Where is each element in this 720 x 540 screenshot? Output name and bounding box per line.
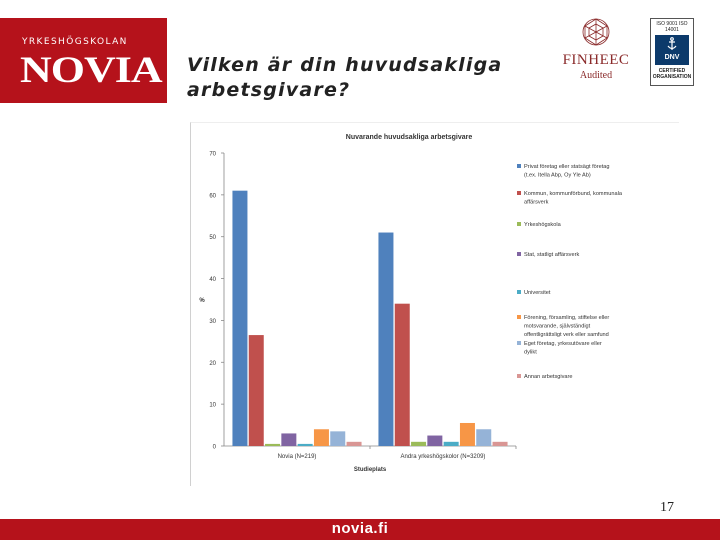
bar [249,335,264,446]
legend-label-line: affärsverk [524,199,549,206]
legend-label [524,374,573,380]
legend-label [524,290,551,296]
dnv-standards: ISO 9001 ISO 14001 [656,21,688,33]
legend-swatch [517,252,521,256]
bar [476,429,491,446]
bar [411,442,426,446]
legend-label-line: Annan arbetsgivare [524,374,573,380]
footer-bar [0,519,720,540]
bar [232,191,247,446]
legend-label-line: Stat, statligt affärsverk [524,252,580,258]
y-tick-label: 0 [212,444,216,451]
y-tick-label: 70 [209,151,216,158]
finheec-title: FINHEEC [562,52,630,68]
bar [298,444,313,446]
legend-label [524,164,610,179]
legend-label [524,222,562,228]
dnv-certification-logo [650,18,694,86]
y-tick-label: 50 [209,235,216,242]
y-axis-label: % [199,298,205,304]
legend-swatch [517,341,521,345]
legend-label-line: (t.ex. Itella Abp, Oy Yle Ab) [524,172,591,179]
dnv-badge-text: DNV [664,54,680,61]
chart-title: Nuvarande huvudsakliga arbetsgivare [345,134,473,141]
legend-label-line: dylikt [524,349,537,356]
bar [281,433,296,446]
legend-label-line: Kommun, kommunförbund, kommunala [524,191,622,197]
bar [460,423,475,446]
bar [314,429,329,446]
dnv-badge [655,35,689,65]
bar [265,444,280,446]
legend-label [524,252,579,258]
y-tick-label: 10 [209,402,216,409]
y-tick-label: 20 [209,360,216,367]
y-tick-label: 40 [209,277,216,284]
logo-wordmark: NOVIA [20,48,162,91]
finheec-subtitle: Audited [579,70,613,81]
legend-swatch [517,191,521,195]
bar [444,442,459,446]
footer-url[interactable]: novia.fi [331,520,389,537]
x-axis-label: Studieplats [353,467,387,473]
finheec-logo [556,16,636,96]
legend-swatch [517,374,521,378]
anchor-icon [667,37,677,51]
legend-swatch [517,290,521,294]
y-tick-label: 30 [209,318,216,325]
legend-swatch [517,222,521,226]
x-tick-label: Andra yrkeshögskolor (N=3209) [400,454,486,460]
legend-label [524,315,609,338]
bar [347,442,362,446]
logo-subtitle: YRKESHÖGSKOLAN [22,37,128,47]
dnv-caption: CERTIFIED ORGANISATION [652,68,692,80]
legend-label-line: Universitet [524,290,551,296]
legend-label-line: Eget företag, yrkesutövare eller [524,341,602,347]
chart-panel [190,122,679,486]
legend-label [524,191,623,206]
bar [493,442,508,446]
legend-label-line: Förening, församling, stiftelse eller [524,315,610,321]
legend-label-line: Privat företag eller statsägt företag [524,164,610,170]
bar [378,233,393,446]
legend-label-line: Yrkeshögskola [524,222,561,228]
legend-label-line: offentligrättsligt verk eller samfund [524,332,609,338]
bar [427,436,442,446]
legend-swatch [517,315,521,319]
legend-swatch [517,164,521,168]
page-number: 17 [660,500,674,515]
legend-label-line: motsvarande, självständigt [524,323,591,330]
slide-title: Vilken är din huvudsakliga arbetsgivare? [187,54,503,101]
bar-chart [191,123,679,486]
bar [330,431,345,446]
x-tick-label: Novia (N=219) [277,454,317,460]
novia-logo [0,18,167,103]
legend-label [524,341,602,356]
finheec-emblem-icon [580,16,612,48]
y-tick-label: 60 [209,193,216,200]
bar [395,304,410,446]
